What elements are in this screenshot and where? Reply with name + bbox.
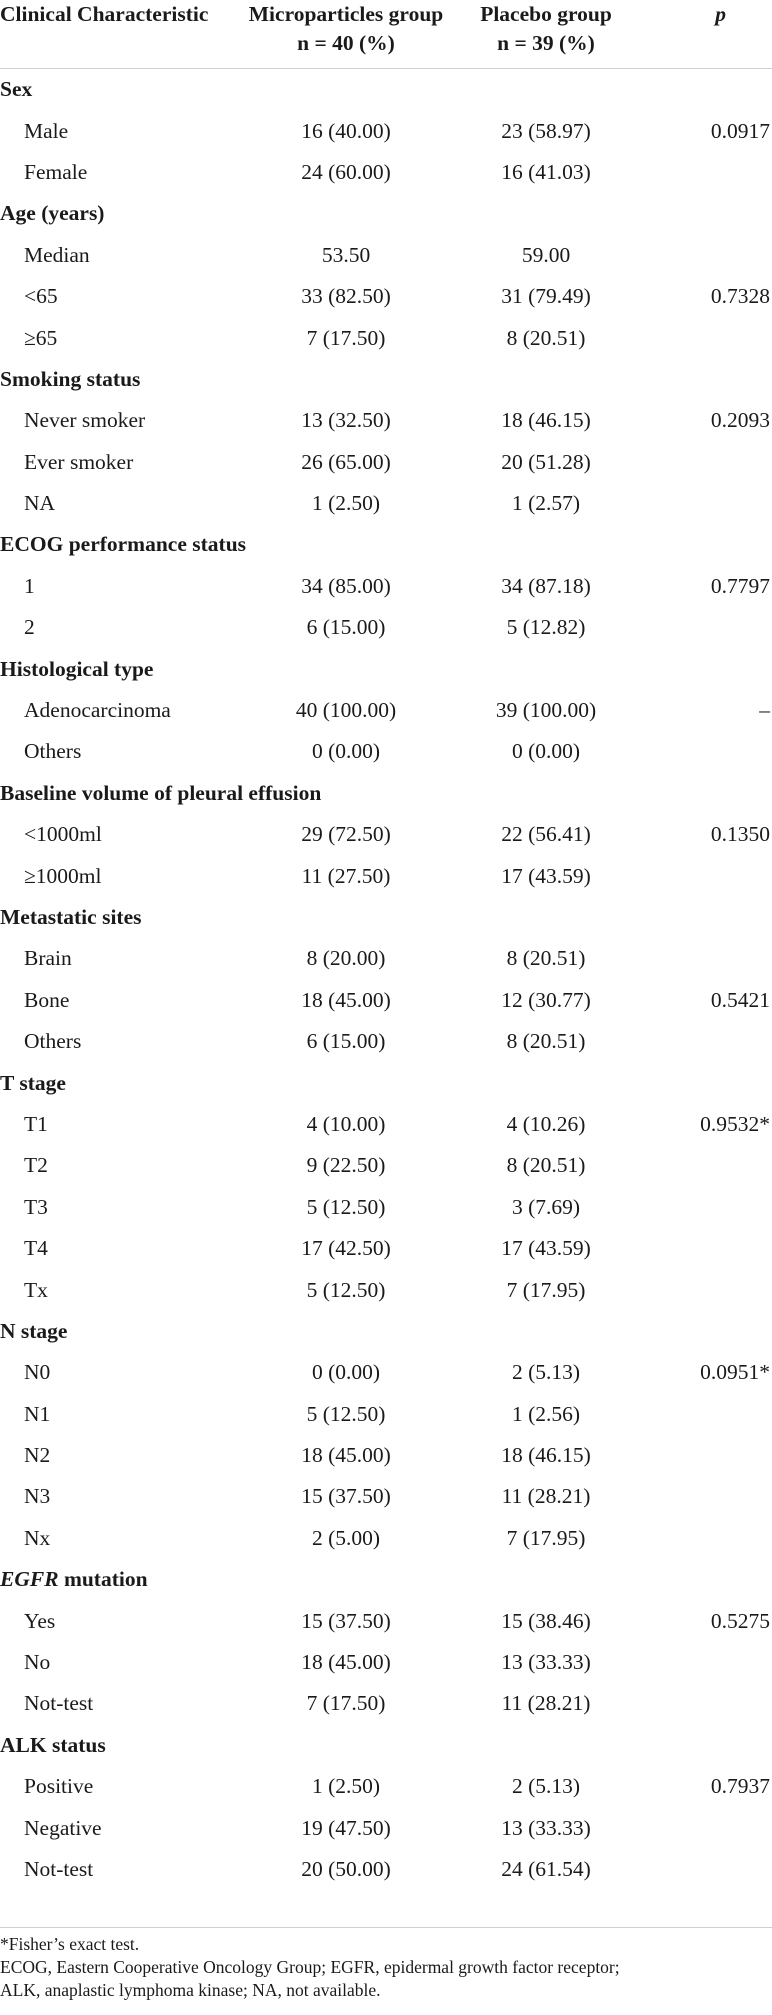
row-label: No: [24, 1650, 51, 1675]
p-value: [646, 1311, 772, 1352]
table-row: [0, 152, 772, 193]
p-value: –: [759, 698, 770, 723]
p-value: 0.9532*: [700, 1111, 770, 1136]
placebo-value: 1 (2.57): [511, 491, 581, 516]
row-label: Ever smoker: [24, 449, 134, 474]
row-label: 2: [24, 615, 35, 640]
table-row: [0, 235, 772, 276]
microparticles-value: 53.50: [321, 242, 371, 267]
section-label-text: mutation: [63, 1567, 148, 1592]
placebo-value: [446, 69, 646, 111]
p-value: 0.5275: [710, 1608, 770, 1633]
table-row: [0, 938, 772, 979]
p-value: [646, 1849, 772, 1890]
microparticles-value: 24 (60.00): [301, 159, 391, 184]
table-row: [0, 400, 772, 441]
p-value: [646, 193, 772, 234]
microparticles-value: [246, 69, 446, 111]
p-value: [646, 1394, 772, 1435]
table-row: [0, 442, 772, 483]
section-label: Baseline volume of pleural effusion: [0, 780, 322, 805]
placebo-value: [446, 1559, 646, 1600]
table-row: [0, 1394, 772, 1435]
p-value: [646, 1145, 772, 1186]
table-row: [0, 1104, 772, 1145]
placebo-value: 1 (2.56): [511, 1401, 581, 1426]
row-label: Bone: [24, 987, 70, 1012]
p-value: [646, 1228, 772, 1269]
placebo-value: 4 (10.26): [506, 1111, 586, 1136]
p-value: [646, 359, 772, 400]
microparticles-value: [246, 897, 446, 938]
p-value: [646, 317, 772, 358]
p-value: [646, 152, 772, 193]
placebo-value: [446, 1062, 646, 1103]
footnote-abbreviations-2: ALK, anaplastic lymphoma kinase; NA, not available.: [0, 1980, 381, 2000]
placebo-value: 39 (100.00): [495, 698, 597, 723]
footnote-abbreviations-1: ECOG, Eastern Cooperative Oncology Group; EGFR, epidermal growth factor receptor;: [0, 1957, 620, 1977]
row-label: <1000ml: [24, 822, 102, 847]
microparticles-value: 16 (40.00): [301, 118, 391, 143]
section-label: Sex: [0, 77, 33, 102]
p-value: [646, 483, 772, 524]
p-value: [646, 1642, 772, 1683]
table-row: [0, 110, 772, 151]
row-label: T2: [24, 1153, 48, 1178]
placebo-value: 15 (38.46): [501, 1608, 591, 1633]
section-row: [0, 524, 772, 565]
row-label: 1: [24, 573, 35, 598]
table-row: [0, 607, 772, 648]
p-value: [646, 1725, 772, 1766]
microparticles-value: 5 (12.50): [306, 1277, 386, 1302]
placebo-value: 8 (20.51): [506, 1153, 586, 1178]
row-label: ≥65: [24, 325, 58, 350]
p-value: [646, 442, 772, 483]
microparticles-value: [246, 359, 446, 400]
row-label: Adenocarcinoma: [24, 698, 171, 723]
placebo-value: 11 (28.21): [501, 1691, 591, 1716]
section-row: [0, 1559, 772, 1600]
microparticles-value: 4 (10.00): [306, 1111, 386, 1136]
microparticles-value: [246, 1559, 446, 1600]
placebo-value: 8 (20.51): [506, 325, 586, 350]
p-value: [646, 607, 772, 648]
table-row: [0, 814, 772, 855]
placebo-value: 18 (46.15): [501, 1443, 591, 1468]
table-row: [0, 1683, 772, 1724]
row-label: N0: [24, 1360, 51, 1385]
p-value: 0.5421: [710, 987, 770, 1012]
section-row: [0, 69, 772, 111]
footnote-fisher: *Fisher’s exact test.: [0, 1934, 140, 1954]
microparticles-value: 6 (15.00): [306, 1029, 386, 1054]
placebo-value: [446, 1725, 646, 1766]
header-placebo-group: [446, 0, 646, 69]
placebo-value: 22 (56.41): [501, 822, 591, 847]
table-row: [0, 1807, 772, 1848]
table-row: [0, 1269, 772, 1310]
row-label: Female: [24, 159, 88, 184]
placebo-value: 20 (51.28): [501, 449, 591, 474]
p-value: [646, 1269, 772, 1310]
p-value: 0.2093: [710, 408, 770, 433]
row-label: Others: [24, 1029, 82, 1054]
section-row: [0, 1062, 772, 1103]
row-label: N1: [24, 1401, 51, 1426]
placebo-value: 11 (28.21): [501, 1484, 591, 1509]
table-row: [0, 1600, 772, 1641]
table-row: [0, 483, 772, 524]
microparticles-value: 5 (12.50): [306, 1401, 386, 1426]
microparticles-value: 18 (45.00): [301, 1443, 391, 1468]
header-p-value: p: [646, 0, 772, 69]
placebo-value: 16 (41.03): [501, 159, 591, 184]
row-label: N2: [24, 1443, 51, 1468]
row-label: Positive: [24, 1774, 94, 1799]
p-value: [646, 1062, 772, 1103]
microparticles-value: 29 (72.50): [301, 822, 391, 847]
microparticles-value: 7 (17.50): [306, 1691, 386, 1716]
table-body: [0, 69, 772, 1891]
section-row: [0, 359, 772, 400]
row-label: T1: [24, 1111, 48, 1136]
table-row: [0, 855, 772, 896]
microparticles-value: 6 (15.00): [306, 615, 386, 640]
p-value: 0.0951*: [700, 1360, 770, 1385]
microparticles-value: 8 (20.00): [306, 946, 386, 971]
table-row: [0, 1518, 772, 1559]
row-label: Not-test: [24, 1856, 94, 1881]
table-row: [0, 1145, 772, 1186]
placebo-value: 8 (20.51): [506, 946, 586, 971]
placebo-value: 17 (43.59): [501, 1236, 591, 1261]
placebo-value: 7 (17.95): [506, 1525, 586, 1550]
microparticles-value: 5 (12.50): [306, 1194, 386, 1219]
placebo-value: 24 (61.54): [501, 1856, 591, 1881]
placebo-value: 34 (87.18): [501, 573, 591, 598]
section-row: [0, 193, 772, 234]
table-row: [0, 1021, 772, 1062]
header-microparticles-title: Microparticles group: [248, 2, 444, 26]
placebo-value: 12 (30.77): [501, 987, 591, 1012]
section-label: Histological type: [0, 656, 154, 681]
table-row: [0, 1766, 772, 1807]
microparticles-value: 34 (85.00): [301, 573, 391, 598]
p-value: 0.7328: [710, 284, 770, 309]
p-value: [646, 938, 772, 979]
row-label: NA: [24, 491, 56, 516]
placebo-value: 31 (79.49): [501, 284, 591, 309]
microparticles-value: 13 (32.50): [301, 408, 391, 433]
row-label: N3: [24, 1484, 51, 1509]
table-header: [0, 0, 772, 69]
placebo-value: 0 (0.00): [511, 739, 581, 764]
p-value: [646, 1683, 772, 1724]
microparticles-value: 15 (37.50): [301, 1608, 391, 1633]
placebo-value: [446, 773, 646, 814]
microparticles-value: 11 (27.50): [301, 863, 391, 888]
microparticles-value: 26 (65.00): [301, 449, 391, 474]
section-row: [0, 648, 772, 689]
row-label: Male: [24, 118, 69, 143]
section-label: ALK status: [0, 1732, 106, 1757]
header-placebo-title: Placebo group: [480, 2, 612, 26]
microparticles-value: [246, 193, 446, 234]
microparticles-value: 20 (50.00): [301, 1856, 391, 1881]
table-row: [0, 1435, 772, 1476]
section-label: T stage: [0, 1070, 66, 1095]
table-row: [0, 1352, 772, 1393]
row-label: T4: [24, 1236, 48, 1261]
p-value: 0.0917: [710, 118, 770, 143]
microparticles-value: 9 (22.50): [306, 1153, 386, 1178]
p-value: [646, 1559, 772, 1600]
table-row: [0, 1642, 772, 1683]
p-value: [646, 1518, 772, 1559]
row-label: Brain: [24, 946, 72, 971]
row-label: Negative: [24, 1815, 102, 1840]
table-row: [0, 980, 772, 1021]
header-microparticles-n: n = 40 (%): [297, 31, 395, 55]
table-row: [0, 690, 772, 731]
microparticles-value: 40 (100.00): [295, 698, 397, 723]
row-label: Not-test: [24, 1691, 94, 1716]
row-label: Others: [24, 739, 82, 764]
section-label-italic-prefix: EGFR: [0, 1567, 59, 1592]
microparticles-value: 33 (82.50): [301, 284, 391, 309]
table-row: [0, 566, 772, 607]
p-value: [646, 1187, 772, 1228]
p-value: 0.7797: [710, 573, 770, 598]
placebo-value: 13 (33.33): [501, 1815, 591, 1840]
placebo-value: [446, 648, 646, 689]
header-microparticles-group: [246, 0, 446, 69]
placebo-value: 3 (7.69): [511, 1194, 581, 1219]
microparticles-value: 1 (2.50): [311, 1774, 381, 1799]
p-value: [646, 1021, 772, 1062]
placebo-value: [446, 1311, 646, 1352]
section-row: [0, 1311, 772, 1352]
table-row: [0, 731, 772, 772]
microparticles-value: [246, 1725, 446, 1766]
p-value: [646, 235, 772, 276]
placebo-value: 18 (46.15): [501, 408, 591, 433]
placebo-value: 5 (12.82): [506, 615, 586, 640]
section-row: [0, 773, 772, 814]
placebo-value: [446, 193, 646, 234]
table-row: [0, 1849, 772, 1890]
p-value: [646, 855, 772, 896]
placebo-value: 2 (5.13): [511, 1360, 581, 1385]
microparticles-value: 19 (47.50): [301, 1815, 391, 1840]
placebo-value: 7 (17.95): [506, 1277, 586, 1302]
placebo-value: 59.00: [521, 242, 571, 267]
p-value: [646, 1435, 772, 1476]
table-row: [0, 317, 772, 358]
placebo-value: [446, 524, 646, 565]
section-label: Metastatic sites: [0, 905, 142, 929]
p-value: [646, 897, 772, 938]
row-label: Never smoker: [24, 408, 146, 433]
p-value: [646, 1807, 772, 1848]
microparticles-value: 2 (5.00): [311, 1525, 381, 1550]
section-label: N stage: [0, 1318, 68, 1343]
placebo-value: [446, 359, 646, 400]
p-value: [646, 648, 772, 689]
table-row: [0, 1476, 772, 1517]
microparticles-value: 18 (45.00): [301, 1650, 391, 1675]
microparticles-value: [246, 1311, 446, 1352]
section-label: Smoking status: [0, 366, 141, 391]
placebo-value: 23 (58.97): [501, 118, 591, 143]
microparticles-value: [246, 524, 446, 565]
p-value: [646, 524, 772, 565]
table-row: [0, 1187, 772, 1228]
placebo-value: 17 (43.59): [501, 863, 591, 888]
microparticles-value: 0 (0.00): [311, 739, 381, 764]
microparticles-value: 7 (17.50): [306, 325, 386, 350]
section-row: [0, 1725, 772, 1766]
microparticles-value: [246, 648, 446, 689]
row-label: ≥1000ml: [24, 863, 102, 888]
header-clinical-characteristic: Clinical Characteristic: [0, 0, 246, 69]
section-label: [0, 1559, 246, 1600]
microparticles-value: 0 (0.00): [311, 1360, 381, 1385]
placebo-value: 2 (5.13): [511, 1774, 581, 1799]
p-value: 0.7937: [710, 1774, 770, 1799]
microparticles-value: 15 (37.50): [301, 1484, 391, 1509]
placebo-value: 13 (33.33): [501, 1650, 591, 1675]
row-label: T3: [24, 1194, 48, 1219]
placebo-value: [446, 897, 646, 938]
microparticles-value: [246, 1062, 446, 1103]
row-label: Nx: [24, 1525, 51, 1550]
microparticles-value: 18 (45.00): [301, 987, 391, 1012]
table-row: [0, 276, 772, 317]
p-value: [646, 69, 772, 111]
table-row: [0, 1228, 772, 1269]
p-value: 0.1350: [710, 822, 770, 847]
table-footnotes: [0, 1927, 772, 2002]
row-label: Tx: [24, 1277, 48, 1302]
header-placebo-n: n = 39 (%): [497, 31, 595, 55]
placebo-value: 8 (20.51): [506, 1029, 586, 1054]
row-label: <65: [24, 284, 58, 309]
row-label: Median: [24, 242, 90, 267]
section-label: Age (years): [0, 201, 105, 226]
microparticles-value: 1 (2.50): [311, 491, 381, 516]
p-value: [646, 731, 772, 772]
section-row: [0, 897, 772, 938]
microparticles-value: 17 (42.50): [301, 1236, 391, 1261]
row-label: Yes: [24, 1608, 56, 1633]
section-label: ECOG performance status: [0, 532, 247, 557]
p-value: [646, 1476, 772, 1517]
p-value: [646, 773, 772, 814]
